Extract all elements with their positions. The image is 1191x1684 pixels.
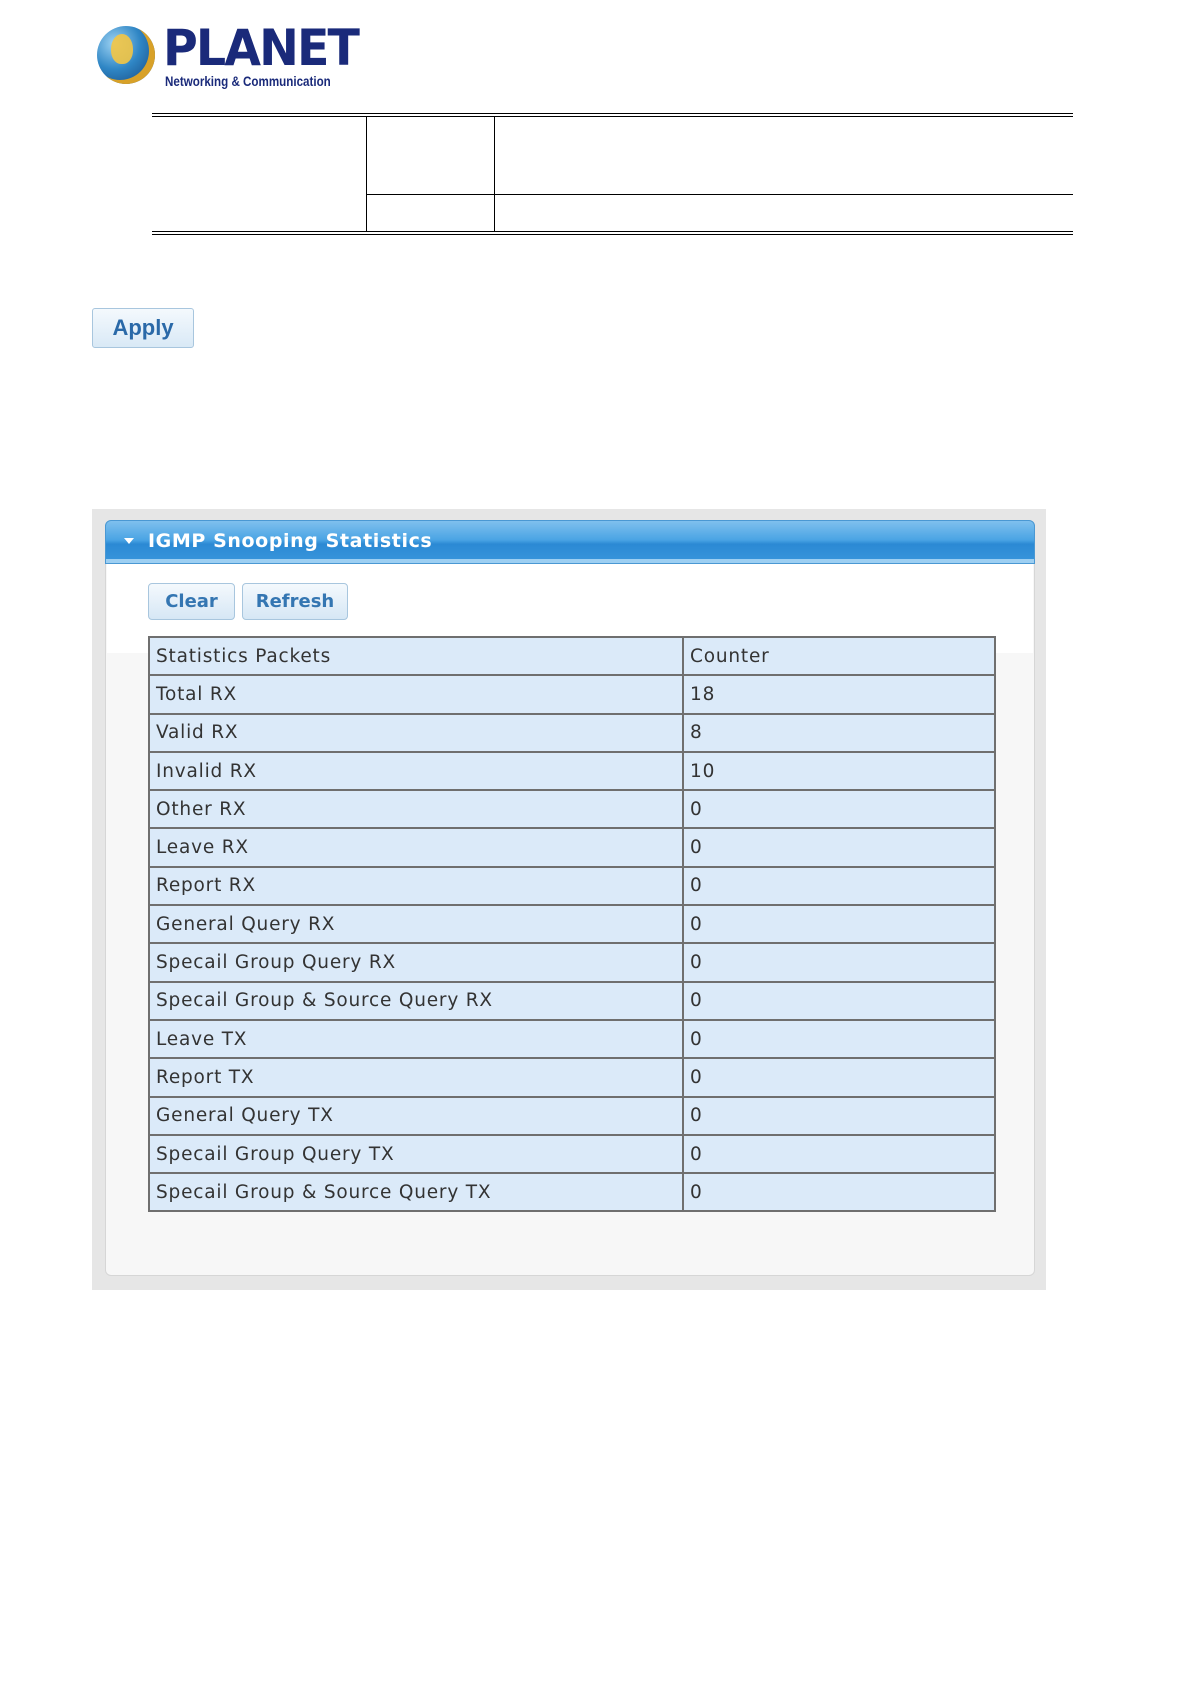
planet-globe-icon [97,26,155,84]
statistic-label: Specail Group & Source Query RX [149,982,683,1020]
statistic-label: Other RX [149,790,683,828]
statistic-counter: 8 [683,714,995,752]
document-table [152,113,1073,235]
statistic-label: General Query RX [149,905,683,943]
statistic-counter: 0 [683,943,995,981]
column-header-statistics-packets: Statistics Packets [149,637,683,675]
table-row [149,1020,995,1058]
table-row [149,1058,995,1096]
table-row [149,828,995,866]
column-header-counter: Counter [683,637,995,675]
statistic-counter: 0 [683,905,995,943]
statistic-label: Specail Group & Source Query TX [149,1173,683,1211]
logo-name: PLANET [163,19,359,77]
table-divider [366,194,1073,195]
statistic-label: Specail Group Query TX [149,1135,683,1173]
statistic-label: Total RX [149,675,683,713]
table-row [149,714,995,752]
table-row [149,982,995,1020]
statistics-panel-container [92,509,1046,1290]
statistic-label: Specail Group Query RX [149,943,683,981]
statistics-table [148,636,996,1212]
statistic-label: General Query TX [149,1097,683,1135]
statistic-counter: 0 [683,1020,995,1058]
apply-button[interactable]: Apply [92,308,194,348]
statistic-counter: 0 [683,1173,995,1211]
statistic-counter: 0 [683,867,995,905]
table-divider [366,117,367,231]
statistic-counter: 18 [683,675,995,713]
table-row [149,1097,995,1135]
planet-logo [97,19,359,92]
statistic-label: Leave TX [149,1020,683,1058]
statistic-counter: 0 [683,790,995,828]
table-row [149,1135,995,1173]
table-row [149,752,995,790]
refresh-button[interactable]: Refresh [242,583,348,620]
statistics-panel [105,520,1035,1276]
table-row [149,675,995,713]
statistic-counter: 0 [683,828,995,866]
table-row [149,1173,995,1211]
statistic-label: Leave RX [149,828,683,866]
clear-button[interactable]: Clear [148,583,235,620]
statistic-label: Report RX [149,867,683,905]
triangle-down-icon[interactable] [124,538,134,544]
table-row [149,790,995,828]
statistic-counter: 10 [683,752,995,790]
statistic-counter: 0 [683,1135,995,1173]
table-row [149,943,995,981]
statistic-label: Valid RX [149,714,683,752]
logo-tagline: Networking & Communication [165,74,331,89]
panel-header[interactable] [105,520,1035,564]
panel-title: IGMP Snooping Statistics [148,530,433,552]
statistic-counter: 0 [683,1097,995,1135]
statistic-label: Invalid RX [149,752,683,790]
table-row [149,905,995,943]
table-row [149,867,995,905]
table-header-row [149,637,995,675]
statistic-counter: 0 [683,982,995,1020]
table-divider [494,117,495,231]
statistic-counter: 0 [683,1058,995,1096]
statistic-label: Report TX [149,1058,683,1096]
